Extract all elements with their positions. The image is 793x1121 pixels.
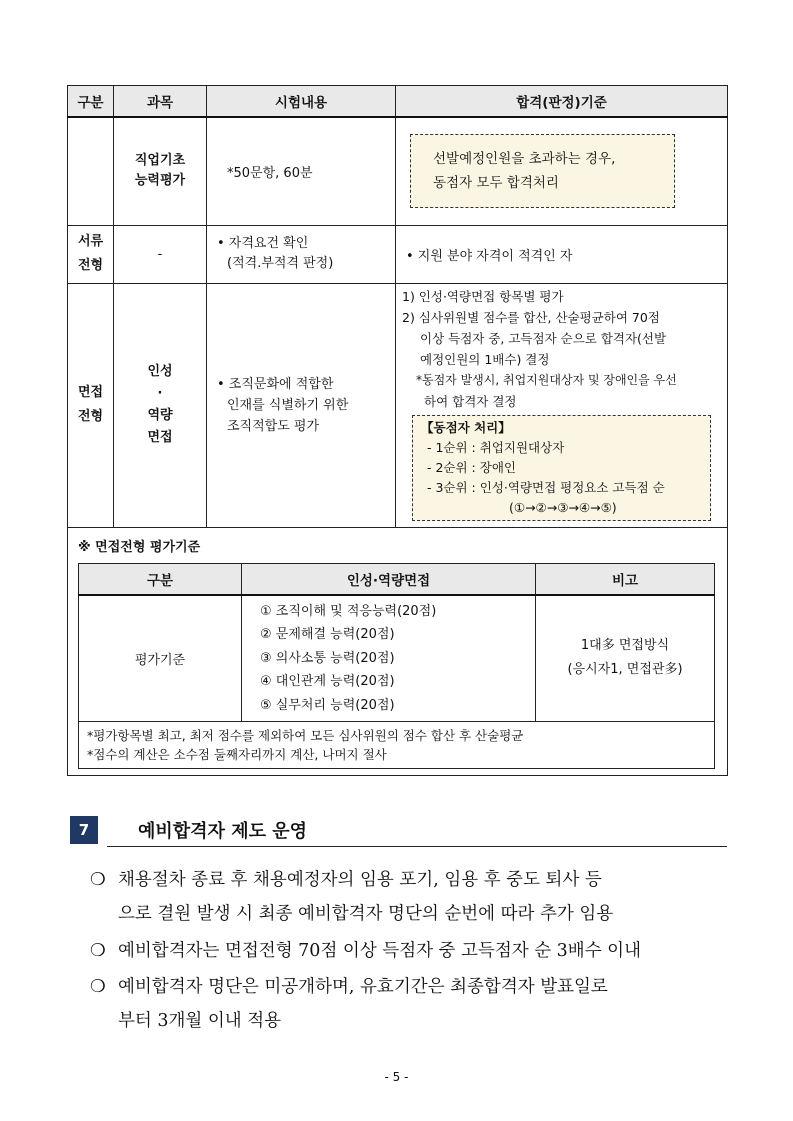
- section-number: 7: [70, 816, 98, 844]
- evaluation-item: ④ 대인관계 능력(20점): [260, 674, 395, 689]
- tie-break-title: 【동점자 처리】: [421, 419, 511, 435]
- subject-line: 역량: [147, 408, 173, 423]
- table-header-row: [68, 86, 728, 118]
- row1-category: [68, 117, 114, 225]
- content-line: 인재를 식별하기 위한: [227, 397, 349, 413]
- evaluation-notes: [79, 722, 715, 769]
- criteria-text: • 지원 분야 자격이 적격인 자: [406, 248, 573, 264]
- section-title: 예비합격자 제도 운영: [138, 821, 308, 842]
- criteria-line: 2) 심사위원별 점수를 합산, 산술평균하여 70점: [402, 309, 660, 325]
- row1-criteria: [396, 117, 728, 225]
- table-row: [79, 595, 715, 722]
- tie-break-box: [412, 415, 711, 521]
- evaluation-items: [242, 595, 536, 722]
- section-divider: [107, 846, 727, 847]
- row2-category: [68, 225, 114, 283]
- remark-line: (응시자1, 면접관多): [567, 662, 683, 678]
- paragraph-line: 예비합격자는 면접전형 70점 이상 득점자 중 고득점자 순 3배수 이내: [118, 941, 641, 961]
- tie-break-item: (①→②→③→④→⑤): [509, 499, 617, 515]
- circle-bullet-icon: ❍: [90, 870, 106, 890]
- tie-break-item: - 3순위 : 인성·역량면접 평정요소 고득점 순: [427, 479, 665, 495]
- paragraph-2: [90, 934, 641, 968]
- circle-bullet-icon: ❍: [90, 977, 106, 997]
- row1-subject: [114, 117, 207, 225]
- header-content: 시험내용: [207, 86, 396, 118]
- table-row: [79, 722, 715, 769]
- content-text: *50문항, 60분: [227, 165, 313, 181]
- page-number: - 5 -: [384, 1070, 409, 1084]
- table-row: [68, 527, 728, 776]
- evaluation-item: ③ 의사소통 능력(20점): [260, 650, 395, 666]
- table-row: [68, 283, 728, 527]
- inner-header-row: [79, 563, 715, 595]
- criteria-line: 이상 득점자 중, 고득점자 순으로 합격자(선발: [420, 330, 667, 346]
- row2-criteria: [396, 225, 728, 283]
- criteria-line: *동점자 발생시, 취업지원대상자 및 장애인을 우선: [416, 372, 677, 387]
- tie-break-item: - 1순위 : 취업지원대상자: [427, 439, 565, 455]
- subject-line: 면접: [147, 430, 173, 445]
- paragraph-line: 채용절차 종료 후 채용예정자의 임용 포기, 임용 후 중도 퇴사 등: [118, 870, 602, 890]
- table-row: [68, 225, 728, 283]
- header-subject: 과목: [114, 86, 207, 118]
- subject-line: ·: [157, 386, 163, 401]
- row3-category: [68, 283, 114, 527]
- content-line: • 자격요건 확인: [217, 236, 309, 251]
- interview-criteria-title: ※ 면접전형 평가기준: [78, 539, 201, 555]
- interview-criteria-cell: [68, 527, 728, 776]
- header-category: 구분: [68, 86, 114, 118]
- content-line: • 조직문화에 적합한: [217, 376, 334, 392]
- row2-subject: -: [114, 225, 207, 283]
- evaluation-item: ② 문제해결 능력(20점): [260, 627, 395, 642]
- category-line: 서류: [77, 234, 104, 249]
- inner-header-interview: 인성·역량면접: [242, 563, 536, 595]
- selection-table: [67, 85, 728, 776]
- category-line: 전형: [77, 409, 104, 424]
- inner-header-category: 구분: [79, 563, 242, 595]
- subject-line: 능력평가: [134, 173, 186, 189]
- table-row: [68, 117, 728, 225]
- paragraph-line: 부터 3개월 이내 적용: [118, 1011, 282, 1031]
- pass-criteria-box: [410, 134, 675, 208]
- subject-line: 직업기초: [134, 153, 186, 169]
- row2-content: [207, 225, 396, 283]
- evaluation-label: 평가기준: [79, 595, 242, 722]
- remark-line: 1대多 면접방식: [580, 638, 670, 654]
- tie-break-item: - 2순위 : 장애인: [427, 459, 516, 475]
- interview-criteria-table: [78, 563, 715, 770]
- category-line: 전형: [77, 258, 104, 273]
- paragraph-line: 으로 결원 발생 시 최종 예비합격자 명단의 순번에 따라 추가 임용: [118, 904, 614, 924]
- note-line: *평가항목별 최고, 최저 점수를 제외하여 모든 심사위원의 점수 합산 후 산술평균: [87, 728, 524, 743]
- criteria-line: 선발예정인원을 초과하는 경우,: [433, 151, 616, 168]
- evaluation-item: ⑤ 실무처리 능력(20점): [260, 697, 395, 713]
- circle-bullet-icon: ❍: [90, 941, 106, 961]
- row3-content: [207, 283, 396, 527]
- content-line: 조직적합도 평가: [227, 418, 320, 434]
- evaluation-item: ① 조직이해 및 적응능력(20점): [260, 603, 437, 619]
- subject-line: 인성: [147, 364, 173, 379]
- paragraph-line: 예비합격자 명단은 미공개하며, 유효기간은 최종합격자 발표일로: [118, 977, 608, 997]
- criteria-line: 동점자 모두 합격처리: [433, 175, 559, 192]
- header-criteria: 합격(판정)기준: [396, 86, 728, 118]
- paragraph-3: [90, 970, 608, 1038]
- row1-content: [207, 117, 396, 225]
- inner-header-remark: 비고: [536, 563, 715, 595]
- category-line: 면접: [77, 385, 104, 400]
- criteria-line: 하여 합격자 결정: [424, 393, 517, 409]
- paragraph-1: [90, 863, 613, 931]
- criteria-line: 1) 인성·역량면접 항목별 평가: [402, 288, 564, 304]
- note-line: *점수의 계산은 소수점 둘째자리까지 계산, 나머지 절사: [87, 747, 387, 762]
- criteria-line: 예정인원의 1배수) 결정: [420, 351, 550, 367]
- row3-criteria: [396, 283, 728, 527]
- evaluation-remark: [536, 595, 715, 722]
- content-line: (적격.부적격 판정): [227, 256, 334, 271]
- row3-subject: [114, 283, 207, 527]
